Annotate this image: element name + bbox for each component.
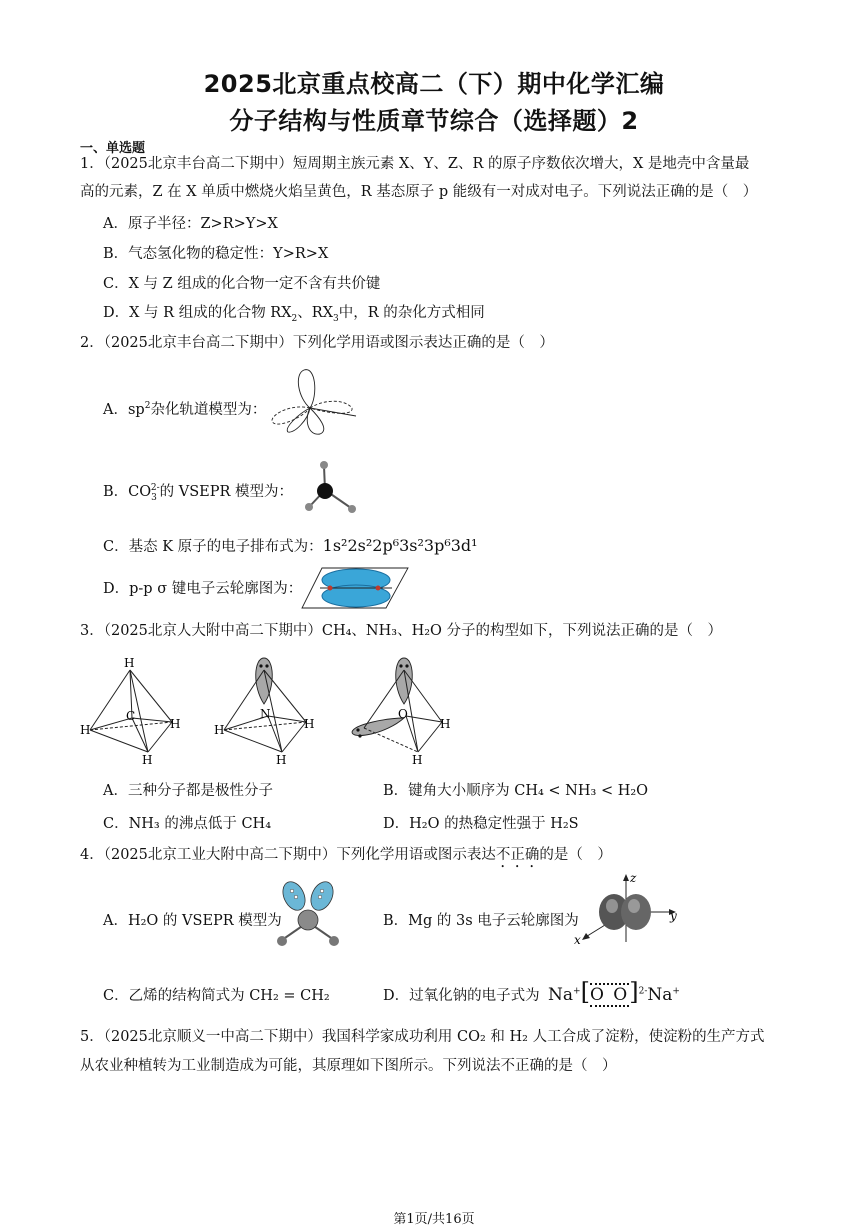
q4-option-c: C．乙烯的结构简式为 CH₂ = CH₂	[103, 988, 330, 1004]
q5-stem-line2: 从农业种植转为工业制造成为可能，其原理如下图所示。下列说法不正确的是（ ）	[80, 1058, 617, 1074]
q1-option-c: C．X 与 Z 组成的化合物一定不含有共价键	[103, 276, 381, 292]
q3-option-a: A．三种分子都是极性分子	[103, 783, 273, 799]
nh3-label-h-bottom: H	[276, 753, 287, 767]
p-p-sigma-cloud-diagram	[300, 566, 410, 610]
q1-option-b: B．气态氢化物的稳定性：Y>R>X	[103, 246, 329, 262]
q1-stem-line2: 高的元素，Z 在 X 单质中燃烧火焰呈黄色，R 基态原子 p 能级有一对成对电子。下列说法正确的是（ ）	[80, 184, 758, 200]
h2o-bent-figure	[350, 656, 460, 766]
nh3-pyramid-figure	[214, 656, 324, 766]
nh3-label-h-left: H	[214, 723, 225, 737]
q2-option-c: C．基态 K 原子的电子排布式为：1s²2s²2p⁶3s²3p⁶3d¹	[103, 536, 478, 555]
co3-vsepr-model	[305, 460, 360, 515]
ch4-label-h-top: H	[124, 656, 135, 670]
q1-stem-line1: 1．（2025北京丰台高二下期中）短周期主族元素 X、Y、Z、R 的原子序数依次增大，X 是地壳中含量最	[80, 156, 750, 172]
q1-option-a: A．原子半径：Z>R>Y>X	[103, 216, 278, 232]
ch4-tetrahedron-figure	[80, 656, 190, 766]
section-heading: 一、单选题	[80, 141, 146, 156]
q4-stem: 4．（2025北京工业大附中高二下期中）下列化学用语或图示表达不正确的是（ ）	[80, 847, 612, 863]
nh3-label-h-right: H	[304, 717, 315, 731]
nh3-label-n: N	[260, 707, 271, 721]
q3-option-b: B．键角大小顺序为 CH₄ < NH₃ < H₂O	[383, 783, 649, 799]
q3-option-c: C．NH₃ 的沸点低于 CH₄	[103, 816, 272, 832]
h2o-vsepr-model	[268, 880, 348, 952]
sp2-orbital-diagram	[268, 368, 363, 438]
q4-option-a: A．H₂O 的 VSEPR 模型为	[103, 913, 282, 929]
h2o-label-h-bottom: H	[412, 753, 423, 767]
h2o-label-h-right: H	[440, 717, 451, 731]
ch4-label-h-right: H	[170, 717, 181, 731]
ch4-label-h-bottom: H	[142, 753, 153, 767]
q1-option-d: D．X 与 R 组成的化合物 $RX_2$、$RX_3$中，R 的杂化方式相同	[103, 305, 485, 324]
page-number: 第1页/共16页	[393, 1212, 475, 1227]
q3-option-d: D．H₂O 的热稳定性强于 H₂S	[383, 816, 579, 832]
q4-option-b: B．Mg 的 3s 电子云轮廓图为	[383, 913, 579, 929]
h2o-label-o: O	[398, 707, 408, 721]
q2-option-d: D．p-p σ 键电子云轮廓图为：	[103, 581, 303, 597]
axis-label-z: z	[630, 871, 637, 885]
axis-label-y: y	[670, 909, 677, 923]
q4-option-d: D．过氧化钠的电子式为	[383, 988, 540, 1004]
document-title-line1: 2025北京重点校高二（下）期中化学汇编	[203, 70, 665, 98]
mg-3s-cloud-figure	[570, 872, 682, 952]
q2-option-a: A．$sp^2$杂化轨道模型为：	[103, 401, 267, 418]
q5-stem-line1: 5．（2025北京顺义一中高二下期中）我国科学家成功利用 CO₂ 和 H₂ 人工合成了淀粉，使淀粉的生产方式	[80, 1029, 765, 1045]
q2-option-b: B．$CO_3^{2-}$的 VSEPR 模型为：	[103, 483, 294, 503]
ch4-label-c: C	[126, 709, 136, 723]
na2o2-electron-formula: Na+[O O]$^{2-}$Na+	[548, 978, 680, 1006]
q3-stem: 3．（2025北京人大附中高二下期中）CH₄、NH₃、H₂O 分子的构型如下，下列说法正确的是（ ）	[80, 623, 723, 639]
ch4-label-h-left: H	[80, 723, 91, 737]
axis-label-x: x	[574, 933, 581, 947]
document-title-line2: 分子结构与性质章节综合（选择题）2	[229, 107, 639, 135]
q2-stem: 2．（2025北京丰台高二下期中）下列化学用语或图示表达正确的是（ ）	[80, 335, 554, 351]
